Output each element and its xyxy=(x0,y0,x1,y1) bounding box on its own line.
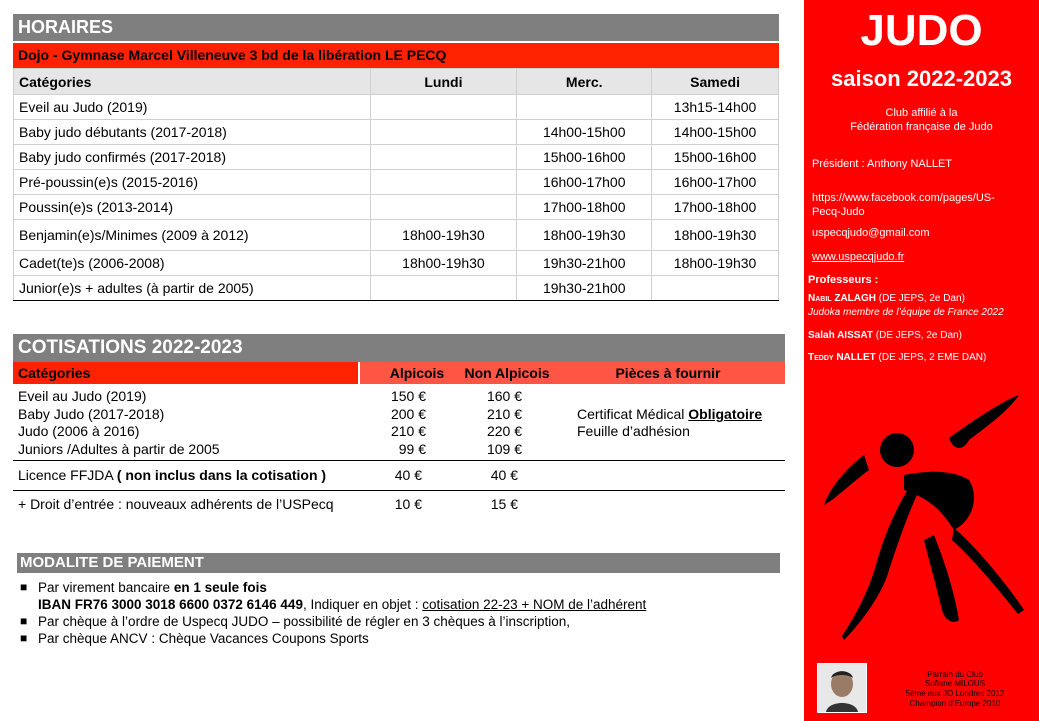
row-category: Baby judo débutants (2017-2018) xyxy=(14,120,371,145)
cot-row-alpicois: 150 € xyxy=(390,388,426,404)
facebook-link-1[interactable]: https://www.facebook.com/pages/US- xyxy=(812,192,995,204)
professeurs-label: Professeurs : xyxy=(808,274,879,286)
row-mercredi: 19h30-21h00 xyxy=(517,251,652,276)
iban-value: IBAN FR76 3000 3018 6600 0372 6146 449 xyxy=(38,597,303,612)
club-panel xyxy=(804,0,1039,721)
droit-alpicois: 10 € xyxy=(394,496,422,512)
row-samedi: 18h00-19h30 xyxy=(652,220,779,251)
judoka-silhouette-icon xyxy=(804,0,1039,721)
person-photo-icon xyxy=(818,664,866,712)
row-lundi xyxy=(370,95,517,120)
row-category: Pré-poussin(e)s (2015-2016) xyxy=(14,170,371,195)
parrain-line-2: Sofiane MILOUS xyxy=(924,679,986,688)
row-samedi: 16h00-17h00 xyxy=(652,170,779,195)
pieces-certificat xyxy=(577,406,762,423)
prof-2-grade: (DE JEPS, 2e Dan) xyxy=(873,330,962,341)
row-category: Baby judo confirmés (2017-2018) xyxy=(14,145,371,170)
paiement-ancv: Par chèque ANCV : Chèque Vacances Coupons Sports xyxy=(38,631,369,646)
row-lundi xyxy=(370,170,517,195)
table-row xyxy=(14,120,779,145)
schedule-table xyxy=(13,68,779,301)
row-lundi xyxy=(370,276,517,301)
row-category: Benjamin(e)s/Minimes (2009 à 2012) xyxy=(14,220,371,251)
cot-row-non-alpicois: 160 € xyxy=(486,388,522,404)
paiement-cheque: Par chèque à l’ordre de Uspecq JUDO – possibilité de régler en 3 chèques à l’inscription, xyxy=(38,614,571,629)
pieces-feuille: Feuille d’adhésion xyxy=(577,423,690,439)
droit-label: + Droit d’entrée : nouveaux adhérents de l’USPecq xyxy=(18,496,334,512)
cot-row-non-alpicois: 220 € xyxy=(486,423,522,439)
cot-row-alpicois: 200 € xyxy=(390,406,426,422)
divider xyxy=(13,490,785,491)
saison-title: saison 2022-2023 xyxy=(830,66,1013,91)
table-row xyxy=(14,95,779,120)
cot-row-alpicois: 210 € xyxy=(390,423,426,439)
row-lundi xyxy=(370,145,517,170)
prof-1-note: Judoka membre de l’équipe de France 2022 xyxy=(808,307,1004,318)
row-mercredi: 15h00-16h00 xyxy=(517,145,652,170)
header-mercredi: Merc. xyxy=(517,69,652,95)
cotisations-title: COTISATIONS 2022-2023 xyxy=(13,334,785,362)
divider xyxy=(13,460,785,461)
cot-row-category: Eveil au Judo (2019) xyxy=(18,388,147,404)
row-samedi: 13h15-14h00 xyxy=(652,95,779,120)
parrain-line-1: Parrain du Club xyxy=(927,670,983,679)
header-samedi: Samedi xyxy=(652,69,779,95)
row-samedi xyxy=(652,276,779,301)
prof-2-name: Salah AISSAT xyxy=(808,330,874,341)
affilie-line-1: Club affilié à la xyxy=(885,107,958,119)
iban-objet: cotisation 22-23 + NOM de l’adhérent xyxy=(422,597,647,612)
row-lundi: 18h00-19h30 xyxy=(370,251,517,276)
cot-row-alpicois: 99 € xyxy=(398,441,426,457)
cot-header-categories: Catégories xyxy=(13,362,358,384)
row-mercredi xyxy=(517,95,652,120)
row-category: Cadet(te)s (2006-2008) xyxy=(14,251,371,276)
cot-header-non-alpicois: Non Alpicois xyxy=(464,365,550,381)
cotisations-header xyxy=(13,362,785,384)
cot-row-category: Baby Judo (2017-2018) xyxy=(18,406,165,422)
row-mercredi: 14h00-15h00 xyxy=(517,120,652,145)
row-lundi xyxy=(370,195,517,220)
cot-row-non-alpicois: 210 € xyxy=(486,406,522,422)
licence-non-alpicois: 40 € xyxy=(490,467,518,483)
table-row xyxy=(14,145,779,170)
parrain-line-4: Champion d’Europe 2010 xyxy=(909,699,1001,708)
website-link[interactable]: www.uspecqjudo.fr xyxy=(812,251,905,263)
row-mercredi: 16h00-17h00 xyxy=(517,170,652,195)
row-category: Poussin(e)s (2013-2014) xyxy=(14,195,371,220)
horaires-location: Dojo - Gymnase Marcel Villeneuve 3 bd de la libération LE PECQ xyxy=(13,43,779,68)
droit-non-alpicois: 15 € xyxy=(490,496,518,512)
licence-note: ( non inclus dans la cotisation ) xyxy=(116,467,327,483)
table-row xyxy=(14,251,779,276)
virement-label: Par virement bancaire xyxy=(38,580,174,595)
bullet-icon: ■ xyxy=(20,614,28,628)
header-categories: Catégories xyxy=(14,69,371,95)
cot-row-category: Juniors /Adultes à partir de 2005 xyxy=(18,441,220,457)
paiement-title: MODALITE DE PAIEMENT xyxy=(17,553,780,573)
row-samedi: 17h00-18h00 xyxy=(652,195,779,220)
affilie-line-2: Fédération française de Judo xyxy=(850,121,993,133)
pieces-obligatoire: Obligatoire xyxy=(688,406,763,422)
licence-alpicois: 40 € xyxy=(394,467,422,483)
bullet-icon: ■ xyxy=(20,580,28,594)
row-samedi: 15h00-16h00 xyxy=(652,145,779,170)
prof-3-name: Teddy NALLET xyxy=(808,352,876,363)
pieces-certificat-label: Certificat Médical xyxy=(577,406,689,422)
row-mercredi: 19h30-21h00 xyxy=(517,276,652,301)
prof-1-grade: (DE JEPS, 2e Dan) xyxy=(876,293,965,304)
virement-note: en 1 seule fois xyxy=(173,580,267,595)
prof-3-grade: (DE JEPS, 2 EME DAN) xyxy=(875,352,987,363)
parrain-line-3: 5ème aux JO Londres 2012 xyxy=(905,689,1005,698)
row-samedi: 18h00-19h30 xyxy=(652,251,779,276)
cot-header-alpicois: Alpicois xyxy=(389,365,445,381)
president: Président : Anthony NALLET xyxy=(812,158,953,170)
bullet-icon: ■ xyxy=(20,631,28,645)
cot-row-non-alpicois: 109 € xyxy=(486,441,522,457)
paiement-virement xyxy=(38,579,267,596)
licence-row xyxy=(18,467,326,484)
row-mercredi: 18h00-19h30 xyxy=(517,220,652,251)
table-row xyxy=(14,170,779,195)
table-row xyxy=(14,276,779,301)
header-lundi: Lundi xyxy=(370,69,517,95)
row-mercredi: 17h00-18h00 xyxy=(517,195,652,220)
paiement-iban xyxy=(38,596,646,613)
schedule-header-row xyxy=(14,69,779,95)
row-samedi: 14h00-15h00 xyxy=(652,120,779,145)
row-category: Junior(e)s + adultes (à partir de 2005) xyxy=(14,276,371,301)
iban-instruction: , Indiquer en objet : xyxy=(302,597,423,612)
cot-header-pieces: Pièces à fournir xyxy=(615,365,721,381)
row-lundi: 18h00-19h30 xyxy=(370,220,517,251)
licence-label: Licence FFJDA xyxy=(18,467,117,483)
cot-row-category: Judo (2006 à 2016) xyxy=(18,423,140,439)
table-row xyxy=(14,220,779,251)
email-link[interactable]: uspecqjudo@gmail.com xyxy=(812,227,930,239)
row-category: Eveil au Judo (2019) xyxy=(14,95,371,120)
prof-1-name: Nabil ZALAGH xyxy=(808,293,876,304)
table-row xyxy=(14,195,779,220)
judo-title: JUDO xyxy=(860,6,983,55)
horaires-title: HORAIRES xyxy=(13,14,779,41)
facebook-link-2[interactable]: Pecq-Judo xyxy=(812,206,865,218)
row-lundi xyxy=(370,120,517,145)
parrain-photo xyxy=(817,663,867,713)
